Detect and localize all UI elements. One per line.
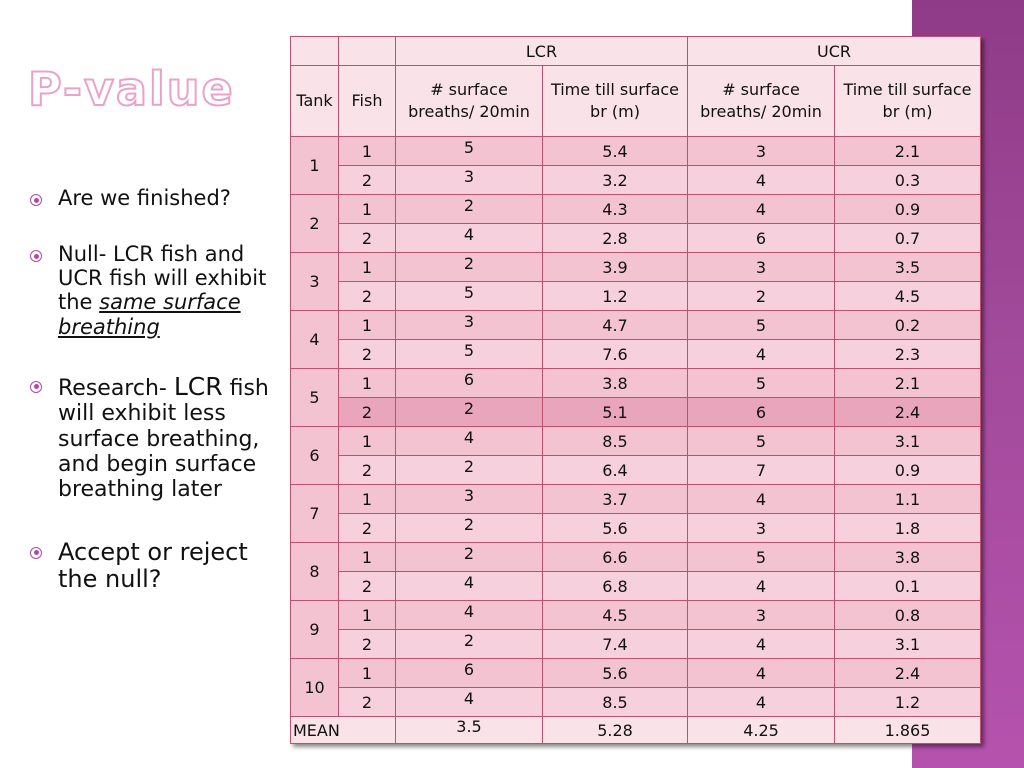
cell-fish: 2 (339, 166, 396, 195)
tank-cell: 3 (291, 253, 339, 311)
bullet-item (28, 242, 278, 339)
cell-fish: 2 (339, 224, 396, 253)
mean-row (291, 717, 981, 744)
column-header-tank: Tank (291, 66, 339, 137)
table-row (291, 543, 981, 572)
table-row (291, 369, 981, 398)
cell-fish: 2 (339, 514, 396, 543)
bullet-icon (30, 250, 42, 262)
column-header-fish: Fish (339, 66, 396, 137)
cell-ucr-breaths: 5 (688, 369, 835, 398)
cell-value: 2 (463, 514, 475, 534)
cell-ucr-breaths: 4 (688, 485, 835, 514)
cell-fish: 1 (339, 485, 396, 514)
cell-lcr-breaths (396, 659, 543, 688)
table-row (291, 311, 981, 340)
cell-lcr-breaths (396, 224, 543, 253)
cell-ucr-breaths: 4 (688, 195, 835, 224)
table-row (291, 659, 981, 688)
cell-lcr-breaths (396, 398, 543, 427)
bullet-icon (30, 381, 42, 393)
cell-ucr-time: 0.3 (835, 166, 981, 195)
tank-cell: 8 (291, 543, 339, 601)
cell-value: 3.5 (456, 716, 482, 736)
header-cell-blank (339, 37, 396, 66)
cell-lcr-time: 7.4 (543, 630, 688, 659)
cell-fish: 1 (339, 137, 396, 166)
cell-lcr-time: 3.8 (543, 369, 688, 398)
cell-lcr-breaths (396, 166, 543, 195)
column-header-lcr-breaths: # surface breaths/ 20min (396, 66, 543, 137)
cell-ucr-time: 0.9 (835, 195, 981, 224)
tank-cell: 5 (291, 369, 339, 427)
cell-fish: 2 (339, 572, 396, 601)
group-header-ucr: UCR (688, 37, 981, 66)
tank-cell: 1 (291, 137, 339, 195)
cell-value: 4 (463, 427, 475, 447)
tank-cell: 4 (291, 311, 339, 369)
slide-title: P-value (28, 62, 235, 116)
data-table-container (290, 36, 981, 744)
cell-value: 3 (463, 166, 475, 186)
cell-ucr-time: 2.3 (835, 340, 981, 369)
cell-fish: 1 (339, 311, 396, 340)
bullet-icon (30, 194, 42, 206)
cell-lcr-time: 3.9 (543, 253, 688, 282)
cell-value: 4 (463, 601, 475, 621)
cell-lcr-breaths (396, 485, 543, 514)
cell-lcr-breaths (396, 369, 543, 398)
table-row (291, 514, 981, 543)
cell-fish: 2 (339, 630, 396, 659)
mean-ucr-time: 1.865 (835, 717, 981, 744)
cell-fish: 1 (339, 427, 396, 456)
cell-ucr-time: 0.9 (835, 456, 981, 485)
cell-lcr-breaths (396, 688, 543, 717)
table-row (291, 485, 981, 514)
table-row (291, 688, 981, 717)
cell-ucr-time: 1.1 (835, 485, 981, 514)
cell-value: 4 (463, 572, 475, 592)
cell-lcr-breaths (396, 630, 543, 659)
cell-lcr-breaths (396, 456, 543, 485)
column-header-ucr-time: Time till surface br (m) (835, 66, 981, 137)
cell-ucr-time: 0.2 (835, 311, 981, 340)
cell-value: 4 (463, 224, 475, 244)
cell-ucr-breaths: 3 (688, 137, 835, 166)
cell-fish: 2 (339, 398, 396, 427)
cell-ucr-time: 3.8 (835, 543, 981, 572)
cell-fish: 2 (339, 282, 396, 311)
cell-ucr-breaths: 4 (688, 166, 835, 195)
cell-ucr-time: 3.1 (835, 427, 981, 456)
table-row (291, 224, 981, 253)
bullet-text: Accept or reject the null? (58, 537, 248, 594)
cell-lcr-time: 8.5 (543, 688, 688, 717)
header-cell-blank (291, 37, 339, 66)
cell-ucr-time: 2.4 (835, 398, 981, 427)
cell-value: 5 (463, 282, 475, 302)
cell-value: 2 (463, 456, 475, 476)
bullet-list (28, 186, 278, 594)
cell-fish: 1 (339, 195, 396, 224)
cell-value: 2 (463, 543, 475, 563)
table-row (291, 282, 981, 311)
cell-ucr-time: 2.1 (835, 369, 981, 398)
cell-lcr-time: 5.4 (543, 137, 688, 166)
cell-fish: 1 (339, 253, 396, 282)
cell-lcr-time: 2.8 (543, 224, 688, 253)
tank-cell: 6 (291, 427, 339, 485)
cell-value: 4 (463, 688, 475, 708)
bullet-item (28, 539, 278, 594)
cell-fish: 1 (339, 369, 396, 398)
table-row (291, 456, 981, 485)
cell-ucr-breaths: 6 (688, 398, 835, 427)
cell-ucr-breaths: 3 (688, 514, 835, 543)
table-row (291, 195, 981, 224)
cell-ucr-breaths: 4 (688, 340, 835, 369)
table-row (291, 137, 981, 166)
cell-ucr-time: 2.4 (835, 659, 981, 688)
cell-lcr-time: 3.7 (543, 485, 688, 514)
cell-ucr-breaths: 5 (688, 311, 835, 340)
cell-value: 5 (463, 340, 475, 360)
cell-ucr-time: 4.5 (835, 282, 981, 311)
cell-lcr-time: 4.3 (543, 195, 688, 224)
cell-lcr-breaths (396, 427, 543, 456)
cell-ucr-breaths: 3 (688, 253, 835, 282)
tank-cell: 10 (291, 659, 339, 717)
cell-ucr-time: 0.8 (835, 601, 981, 630)
column-header-row (291, 66, 981, 137)
cell-lcr-breaths (396, 601, 543, 630)
cell-value: 2 (463, 398, 475, 418)
cell-ucr-time: 0.1 (835, 572, 981, 601)
group-header-lcr: LCR (396, 37, 688, 66)
cell-ucr-time: 3.1 (835, 630, 981, 659)
cell-fish: 2 (339, 688, 396, 717)
tank-cell: 9 (291, 601, 339, 659)
table-row (291, 572, 981, 601)
cell-lcr-time: 6.8 (543, 572, 688, 601)
table-row (291, 427, 981, 456)
cell-ucr-breaths: 4 (688, 572, 835, 601)
cell-fish: 1 (339, 659, 396, 688)
cell-ucr-breaths: 5 (688, 543, 835, 572)
cell-value: 3 (463, 485, 475, 505)
cell-ucr-breaths: 3 (688, 601, 835, 630)
bullet-emphasis: same surface breathing (58, 290, 241, 339)
mean-lcr-time: 5.28 (543, 717, 688, 744)
cell-lcr-breaths (396, 282, 543, 311)
cell-lcr-breaths (396, 514, 543, 543)
mean-lcr-breaths (396, 717, 543, 744)
column-header-lcr-time: Time till surface br (m) (543, 66, 688, 137)
cell-lcr-time: 5.1 (543, 398, 688, 427)
cell-ucr-time: 3.5 (835, 253, 981, 282)
cell-lcr-breaths (396, 572, 543, 601)
cell-ucr-breaths: 6 (688, 224, 835, 253)
bullet-text: Are we finished? (58, 186, 231, 210)
cell-lcr-time: 3.2 (543, 166, 688, 195)
cell-value: 5 (463, 137, 475, 157)
cell-ucr-time: 0.7 (835, 224, 981, 253)
cell-lcr-time: 6.4 (543, 456, 688, 485)
tank-cell: 7 (291, 485, 339, 543)
mean-label: MEAN (291, 717, 396, 744)
cell-lcr-time: 5.6 (543, 659, 688, 688)
cell-lcr-breaths (396, 195, 543, 224)
bullet-text: Research- (58, 375, 174, 401)
cell-value: 3 (463, 311, 475, 331)
cell-value: 2 (463, 630, 475, 650)
cell-ucr-time: 2.1 (835, 137, 981, 166)
tank-cell: 2 (291, 195, 339, 253)
bullet-large-text: LCR (173, 371, 223, 401)
bullet-text: fish will exhibit less surface breathing, and begin surface breathing later (58, 375, 269, 503)
cell-value: 2 (463, 195, 475, 215)
cell-lcr-breaths (396, 340, 543, 369)
cell-value: 6 (463, 369, 475, 389)
cell-lcr-time: 7.6 (543, 340, 688, 369)
cell-ucr-breaths: 4 (688, 630, 835, 659)
cell-lcr-breaths (396, 543, 543, 572)
cell-fish: 1 (339, 543, 396, 572)
bullet-icon (30, 547, 42, 559)
table-row (291, 166, 981, 195)
cell-ucr-time: 1.2 (835, 688, 981, 717)
group-header-row (291, 37, 981, 66)
cell-ucr-breaths: 5 (688, 427, 835, 456)
table-row (291, 630, 981, 659)
cell-ucr-time: 1.8 (835, 514, 981, 543)
data-table (290, 36, 981, 744)
table-row (291, 340, 981, 369)
table-row (291, 601, 981, 630)
mean-ucr-breaths: 4.25 (688, 717, 835, 744)
cell-fish: 2 (339, 456, 396, 485)
cell-lcr-time: 8.5 (543, 427, 688, 456)
cell-ucr-breaths: 4 (688, 659, 835, 688)
cell-lcr-time: 4.5 (543, 601, 688, 630)
cell-lcr-breaths (396, 253, 543, 282)
cell-lcr-time: 6.6 (543, 543, 688, 572)
table-row (291, 253, 981, 282)
cell-value: 6 (463, 659, 475, 679)
cell-fish: 1 (339, 601, 396, 630)
cell-fish: 2 (339, 340, 396, 369)
bullet-item (28, 373, 278, 503)
table-row (291, 398, 981, 427)
cell-lcr-time: 5.6 (543, 514, 688, 543)
cell-lcr-breaths (396, 137, 543, 166)
cell-ucr-breaths: 4 (688, 688, 835, 717)
cell-ucr-breaths: 7 (688, 456, 835, 485)
cell-lcr-time: 4.7 (543, 311, 688, 340)
cell-lcr-time: 1.2 (543, 282, 688, 311)
cell-ucr-breaths: 2 (688, 282, 835, 311)
cell-lcr-breaths (396, 311, 543, 340)
bullet-text: Null- LCR fish and UCR fish will exhibit the (58, 242, 267, 315)
column-header-ucr-breaths: # surface breaths/ 20min (688, 66, 835, 137)
cell-value: 2 (463, 253, 475, 273)
bullet-item (28, 186, 278, 210)
